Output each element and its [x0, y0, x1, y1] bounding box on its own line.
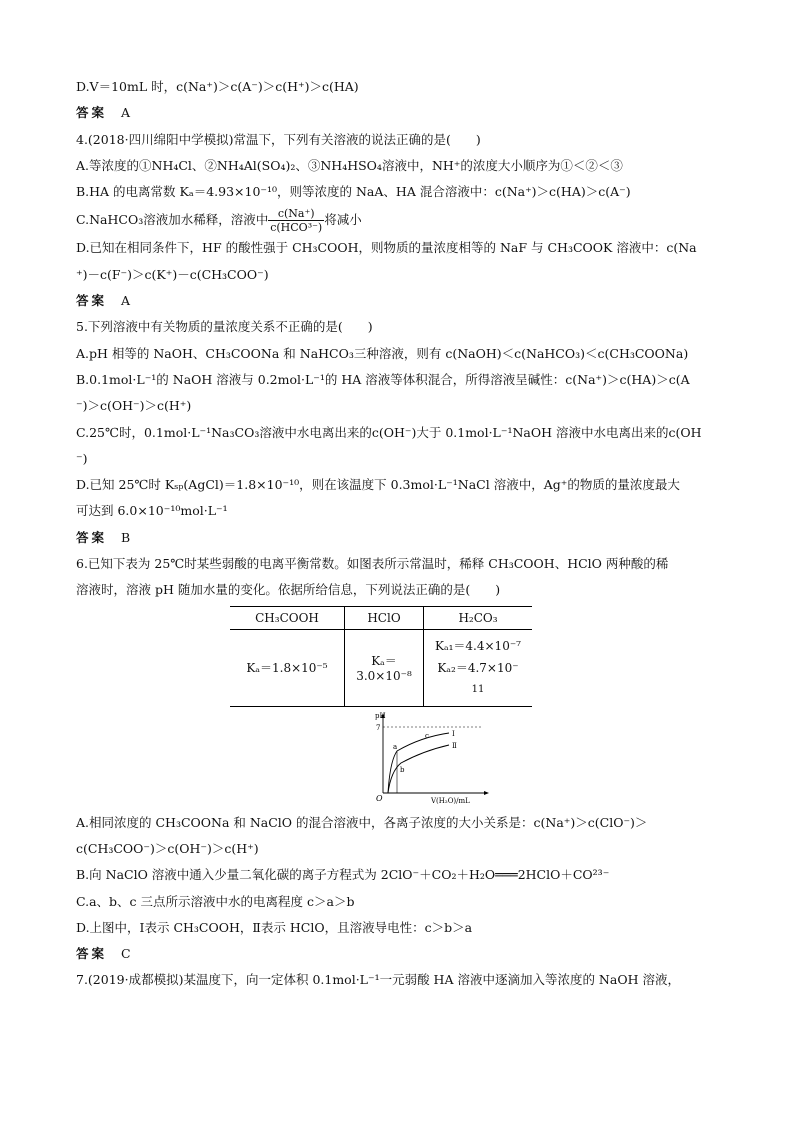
- q4-option-c: [76, 205, 736, 235]
- q4-option-b: B.HA 的电离常数 Kₐ＝4.93×10⁻¹⁰，则等浓度的 NaA、HA 混合溶液中：c(Na⁺)＞c(HA)＞c(A⁻): [76, 184, 631, 200]
- y-mark-7: 7: [376, 723, 381, 732]
- q5-option-b-line1: B.0.1mol·L⁻¹的 NaOH 溶液与 0.2mol·L⁻¹的 HA 溶液等体积混合，所得溶液呈碱性：c(Na⁺)＞c(HA)＞c(A: [76, 371, 690, 387]
- q4-answer: [76, 288, 736, 314]
- q5-option-d-line2: 可达到 6.0×10⁻¹⁰mol·L⁻¹: [76, 503, 228, 519]
- q5-answer: [76, 525, 736, 551]
- point-c-label: c: [425, 731, 429, 740]
- answer-label: 答案: [76, 529, 108, 545]
- q6-option-b: B.向 NaClO 溶液中通入少量二氧化碳的离子方程式为 2ClO⁻＋CO₂＋H₂O═══2HClO＋CO²³⁻: [76, 867, 610, 883]
- q3-option-d: D.V＝10mL 时，c(Na⁺)＞c(A⁻)＞c(H⁺)＞c(HA): [76, 79, 359, 94]
- q4-option-a: A.等浓度的①NH₄Cl、②NH₄Al(SO₄)₂、③NH₄HSO₄溶液中，NH⁺的浓度大小顺序为①＜②＜③: [76, 157, 623, 173]
- answer-label: 答案: [76, 293, 108, 309]
- document-page: [76, 74, 736, 994]
- q4-stem: 4.(2018·四川绵阳中学模拟)常温下，下列有关溶液的说法正确的是( ): [76, 131, 481, 147]
- q4-option-d-line2: ⁺)－c(F⁻)＞c(K⁺)－c(CH₃COO⁻): [76, 266, 269, 282]
- point-b-label: b: [400, 765, 405, 774]
- q6-stem-line1: 6.已知下表为 25℃时某些弱酸的电离平衡常数。如图表所示常温时，稀释 CH₃COOH、HClO 两种酸的稀: [76, 556, 669, 572]
- answer-value: B: [121, 529, 133, 545]
- table-header: CH₃COOH: [230, 606, 345, 629]
- q4-option-c-tail: 将减小: [324, 212, 362, 228]
- y-axis-label: pH: [375, 711, 386, 720]
- answer-value: A: [121, 105, 133, 121]
- answer-value: A: [121, 293, 133, 309]
- q5-option-d-line1: D.已知 25℃时 Kₛₚ(AgCl)＝1.8×10⁻¹⁰，则在该温度下 0.3mol·L⁻¹NaCl 溶液中，Ag⁺的物质的量浓度最大: [76, 477, 680, 493]
- fraction: [268, 207, 324, 234]
- fraction-denominator: c(HCO³⁻): [270, 221, 323, 235]
- table-header: HClO: [345, 606, 424, 629]
- q4-option-d-line1: D.已知在相同条件下，HF 的酸性强于 CH₃COOH，则物质的量浓度相等的 NaF 与 CH₃COOK 溶液中：c(Na: [76, 240, 697, 256]
- table-cell: Kₐ＝3.0×10⁻⁸: [345, 629, 424, 706]
- q5-option-a: A.pH 相等的 NaOH、CH₃COONa 和 NaHCO₃三种溶液，则有 c(NaOH)＜c(NaHCO₃)＜c(CH₃COONa): [76, 345, 689, 361]
- q6-option-a-line1: A.相同浓度的 CH₃COONa 和 NaClO 的混合溶液中，各离子浓度的大小关系是：c(Na⁺)＞c(ClO⁻)＞: [76, 814, 648, 830]
- ka-table: [230, 606, 532, 707]
- q3-answer: [76, 100, 736, 126]
- table-cell: [424, 629, 533, 706]
- q5-option-b-line2: ⁻)＞c(OH⁻)＞c(H⁺): [76, 398, 192, 414]
- ka2-value-tail: 11: [471, 683, 485, 695]
- point-a-label: a: [393, 742, 398, 751]
- q5-option-c-line2: ⁻): [76, 450, 88, 466]
- x-axis-arrow: [484, 791, 489, 795]
- ph-dilution-chart: [361, 711, 501, 807]
- ka2-value: Kₐ₂＝4.7×10⁻: [437, 660, 519, 675]
- q5-option-c-line1: C.25℃时，0.1mol·L⁻¹Na₃CO₃溶液中水电离出来的c(OH⁻)大于 0.1mol·L⁻¹NaOH 溶液中水电离出来的c(OH: [76, 424, 702, 440]
- answer-label: 答案: [76, 946, 108, 962]
- origin-label: O: [376, 793, 383, 803]
- x-axis-label: V(H₂O)/mL: [431, 796, 470, 805]
- fraction-numerator: c(Na⁺): [268, 207, 324, 221]
- q4-option-c-text: C.NaHCO₃溶液加水稀释，溶液中: [76, 212, 269, 228]
- ka1-value: Kₐ₁＝4.4×10⁻⁷: [435, 638, 521, 653]
- table-cell: Kₐ＝1.8×10⁻⁵: [230, 629, 345, 706]
- q6-option-c: C.a、b、c 三点所示溶液中水的电离程度 c＞a＞b: [76, 893, 355, 909]
- answer-value: C: [121, 946, 133, 962]
- table-header: H₂CO₃: [424, 606, 533, 629]
- q5-stem: 5.下列溶液中有关物质的量浓度关系不正确的是( ): [76, 319, 373, 335]
- q7-stem: 7.(2019·成都模拟)某温度下，向一定体积 0.1mol·L⁻¹一元弱酸 HA 溶液中逐滴加入等浓度的 NaOH 溶液，: [76, 972, 680, 988]
- q6-stem-line2: 溶液时，溶液 pH 随加水量的变化。依据所给信息，下列说法正确的是( ): [76, 582, 501, 598]
- q6-option-a-line2: c(CH₃COO⁻)＞c(OH⁻)＞c(H⁺): [76, 840, 259, 856]
- answer-label: 答案: [76, 105, 108, 121]
- series-i-label: Ⅰ: [452, 729, 455, 738]
- series-ii-label: Ⅱ: [452, 741, 457, 750]
- q6-answer: [76, 941, 736, 967]
- q6-option-d: D.上图中，Ⅰ表示 CH₃COOH，Ⅱ表示 HClO，且溶液导电性：c＞b＞a: [76, 919, 473, 935]
